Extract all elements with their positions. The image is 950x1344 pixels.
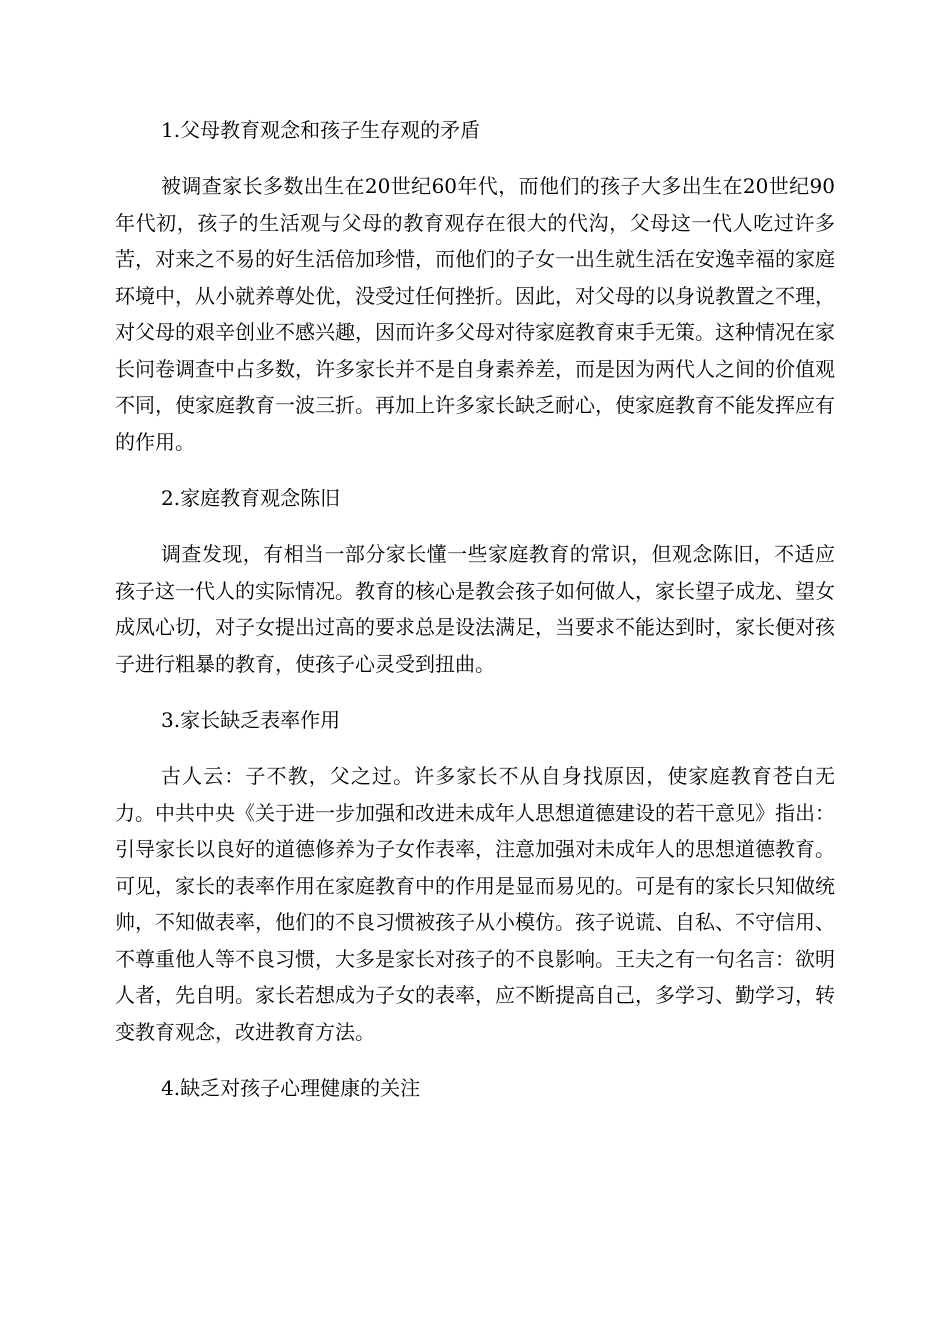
section-4-heading: 4.缺乏对孩子心理健康的关注 [161, 1076, 421, 1100]
document-body [115, 112, 835, 1126]
section-2-paragraph: 调查发现，有相当一部分家长懂一些家庭教育的常识，但观念陈旧，不适应孩子这一代人的实际情况。教育的核心是教会孩子如何做人，家长望子成龙、望女成凤心切，对子女提出过高的要求总是设法满足，当要求不能达到时，家长便对孩子进行粗暴的教育，使孩子心灵受到扭曲。 [115, 542, 835, 676]
section-1-heading: 1.父母教育观念和孩子生存观的矛盾 [161, 118, 481, 142]
section-1-paragraph: 被调查家长多数出生在20世纪60年代，而他们的孩子大多出生在20世纪90年代初，孩子的生活观与父母的教育观存在很大的代沟，父母这一代人吃过许多苦，对来之不易的好生活倍加珍惜，而他们的子女一出生就生活在安逸幸福的家庭环境中，从小就养尊处优，没受过任何挫折。因此，对父母的以身说教置之不理，对父母的艰辛创业不感兴趣，因而许多父母对待家庭教育束手无策。这种情况在家长问卷调查中占多数，许多家长并不是自身素养差，而是因为两代人之间的价值观不同，使家庭教育一波三折。再加上许多家长缺乏耐心，使家庭教育不能发挥应有的作用。 [115, 174, 835, 454]
section-3-paragraph: 古人云：子不教，父之过。许多家长不从自身找原因，使家庭教育苍白无力。中共中央《关于进一步加强和改进未成年人思想道德建设的若干意见》指出：引导家长以良好的道德修养为子女作表率，注意加强对未成年人的思想道德教育。可见，家长的表率作用在家庭教育中的作用是显而易见的。可是有的家长只知做统帅，不知做表率，他们的不良习惯被孩子从小模仿。孩子说谎、自私、不守信用、不尊重他人等不良习惯，大多是家长对孩子的不良影响。王夫之有一句名言：欲明人者，先自明。家长若想成为子女的表率，应不断提高自己，多学习、勤学习，转变教育观念，改进教育方法。 [115, 764, 835, 1044]
section-3-heading: 3.家长缺乏表率作用 [161, 708, 341, 732]
section-2-heading: 2.家庭教育观念陈旧 [161, 486, 341, 510]
